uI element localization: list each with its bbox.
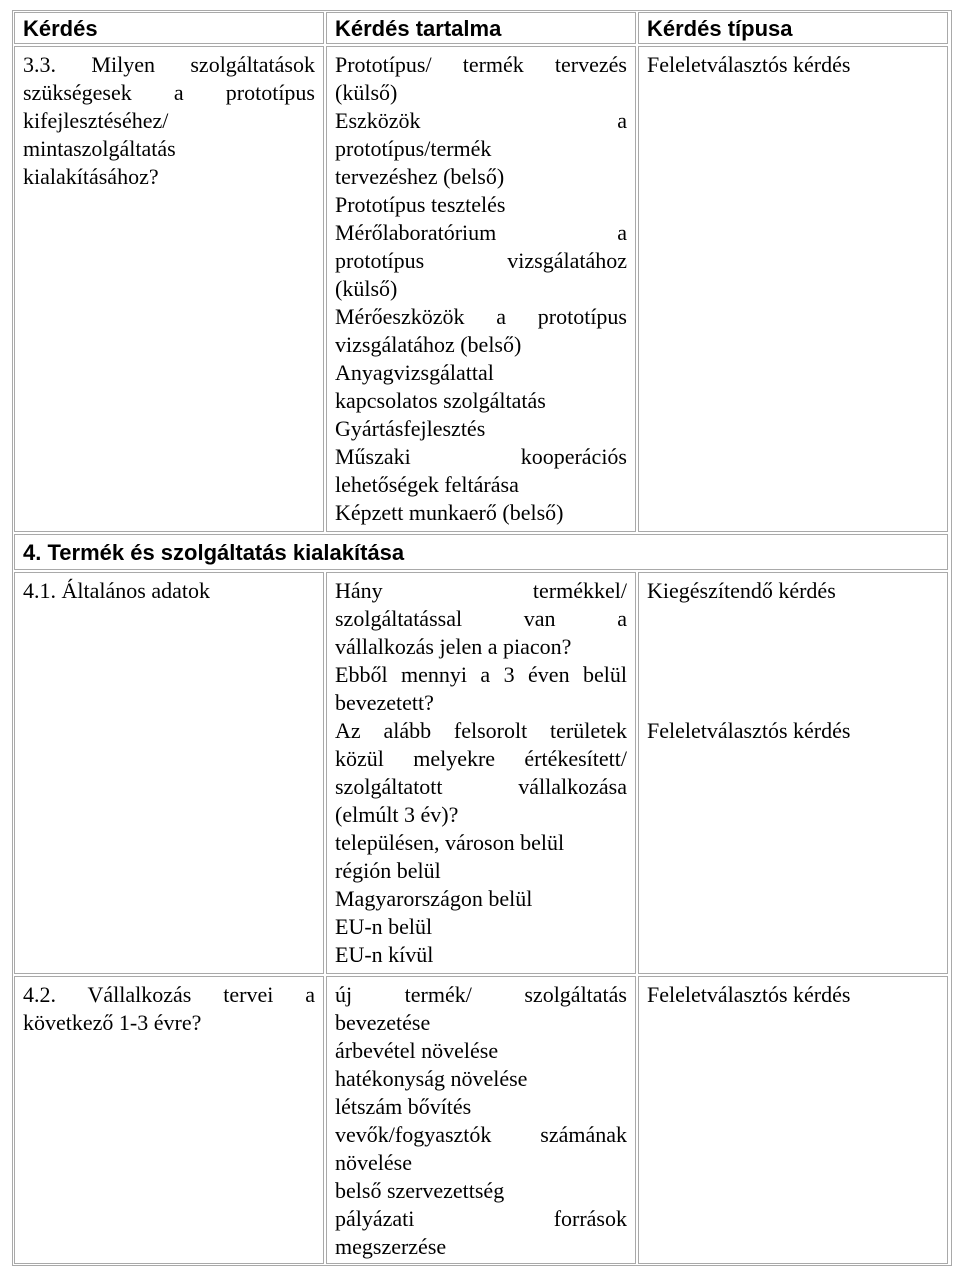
content-line: Az alább felsorolt területek xyxy=(335,718,627,743)
content-line: prototípus/termék xyxy=(335,136,492,161)
content-line: Képzett munkaerő (belső) xyxy=(335,500,564,525)
content-line: vevők/fogyasztók számának xyxy=(335,1122,627,1147)
question-cell-3-3 xyxy=(14,46,324,532)
content-line: Ebből mennyi a 3 éven belül xyxy=(335,662,627,687)
question-line: 4.1. Általános adatok xyxy=(23,578,210,603)
content-line: régión belül xyxy=(335,858,441,883)
content-line: (külső) xyxy=(335,80,398,105)
content-line: Gyártásfejlesztés xyxy=(335,416,486,441)
question-line: 3.3. Milyen szolgáltatások xyxy=(23,52,315,77)
question-cell-4-1 xyxy=(14,572,324,974)
content-cell-3-3 xyxy=(326,46,636,532)
question-cell-4-2 xyxy=(14,976,324,1264)
content-line: Magyarországon belül xyxy=(335,886,533,911)
content-line: lehetőségek feltárása xyxy=(335,472,519,497)
content-line: EU-n kívül xyxy=(335,942,434,967)
content-line: Műszaki kooperációs xyxy=(335,444,627,469)
question-line: kialakításához? xyxy=(23,164,159,189)
content-line: Hány termékkel/ xyxy=(335,578,627,603)
content-line: Anyagvizsgálattal xyxy=(335,360,494,385)
content-line: közül melyekre értékesített/ xyxy=(335,746,627,771)
content-line: EU-n belül xyxy=(335,914,433,939)
question-type: Feleletválasztós kérdés xyxy=(647,982,851,1007)
content-line: Prototípus/ termék tervezés xyxy=(335,52,627,77)
header-kerdes-tipusa: Kérdés típusa xyxy=(638,12,948,44)
question-type: Kiegészítendő kérdés xyxy=(647,578,836,603)
content-line: kapcsolatos szolgáltatás xyxy=(335,388,546,413)
header-kerdes: Kérdés xyxy=(14,12,324,44)
content-line: településen, városon belül xyxy=(335,830,565,855)
table-row-4-1 xyxy=(13,571,951,975)
spacer xyxy=(647,633,939,661)
type-cell-4-1 xyxy=(638,572,948,974)
question-line: szükségesek a prototípus xyxy=(23,80,315,105)
content-line: bevezetése xyxy=(335,1010,431,1035)
content-cell-4-2 xyxy=(326,976,636,1264)
content-line: tervezéshez (belső) xyxy=(335,164,505,189)
spacer xyxy=(647,661,939,689)
question-table xyxy=(12,10,952,1266)
question-line: mintaszolgáltatás xyxy=(23,136,176,161)
table-header-row xyxy=(13,11,951,45)
header-kerdes-tartalma: Kérdés tartalma xyxy=(326,12,636,44)
content-line: prototípus vizsgálatához xyxy=(335,248,627,273)
section-title: 4. Termék és szolgáltatás kialakítása xyxy=(14,534,948,570)
content-line: vállalkozás jelen a piacon? xyxy=(335,634,572,659)
content-cell-4-1 xyxy=(326,572,636,974)
question-line: 4.2. Vállalkozás tervei a xyxy=(23,982,315,1007)
content-line: Prototípus tesztelés xyxy=(335,192,506,217)
table-row-3-3 xyxy=(13,45,951,533)
question-line: következő 1-3 évre? xyxy=(23,1010,202,1035)
content-line: (külső) xyxy=(335,276,398,301)
content-line: létszám bővítés xyxy=(335,1094,472,1119)
question-type: Feleletválasztós kérdés xyxy=(647,718,851,743)
content-line: növelése xyxy=(335,1150,412,1175)
question-type: Feleletválasztós kérdés xyxy=(647,52,851,77)
section-row-4 xyxy=(13,533,951,571)
content-line: bevezetett? xyxy=(335,690,434,715)
content-line: (elmúlt 3 év)? xyxy=(335,802,459,827)
spacer xyxy=(647,689,939,717)
type-cell-3-3 xyxy=(638,46,948,532)
content-line: szolgáltatással van a xyxy=(335,606,627,631)
content-line: megszerzése xyxy=(335,1234,447,1259)
content-line: vizsgálatához (belső) xyxy=(335,332,522,357)
type-cell-4-2 xyxy=(638,976,948,1264)
content-line: hatékonyság növelése xyxy=(335,1066,528,1091)
content-line: Eszközök a xyxy=(335,108,627,133)
content-line: új termék/ szolgáltatás xyxy=(335,982,627,1007)
content-line: pályázati források xyxy=(335,1206,627,1231)
content-line: árbevétel növelése xyxy=(335,1038,499,1063)
content-line: Mérőeszközök a prototípus xyxy=(335,304,627,329)
table-row-4-2 xyxy=(13,975,951,1265)
content-line: szolgáltatott vállalkozása xyxy=(335,774,627,799)
spacer xyxy=(647,605,939,633)
content-line: belső szervezettség xyxy=(335,1178,505,1203)
content-line: Mérőlaboratórium a xyxy=(335,220,627,245)
question-line: kifejlesztéséhez/ xyxy=(23,108,169,133)
